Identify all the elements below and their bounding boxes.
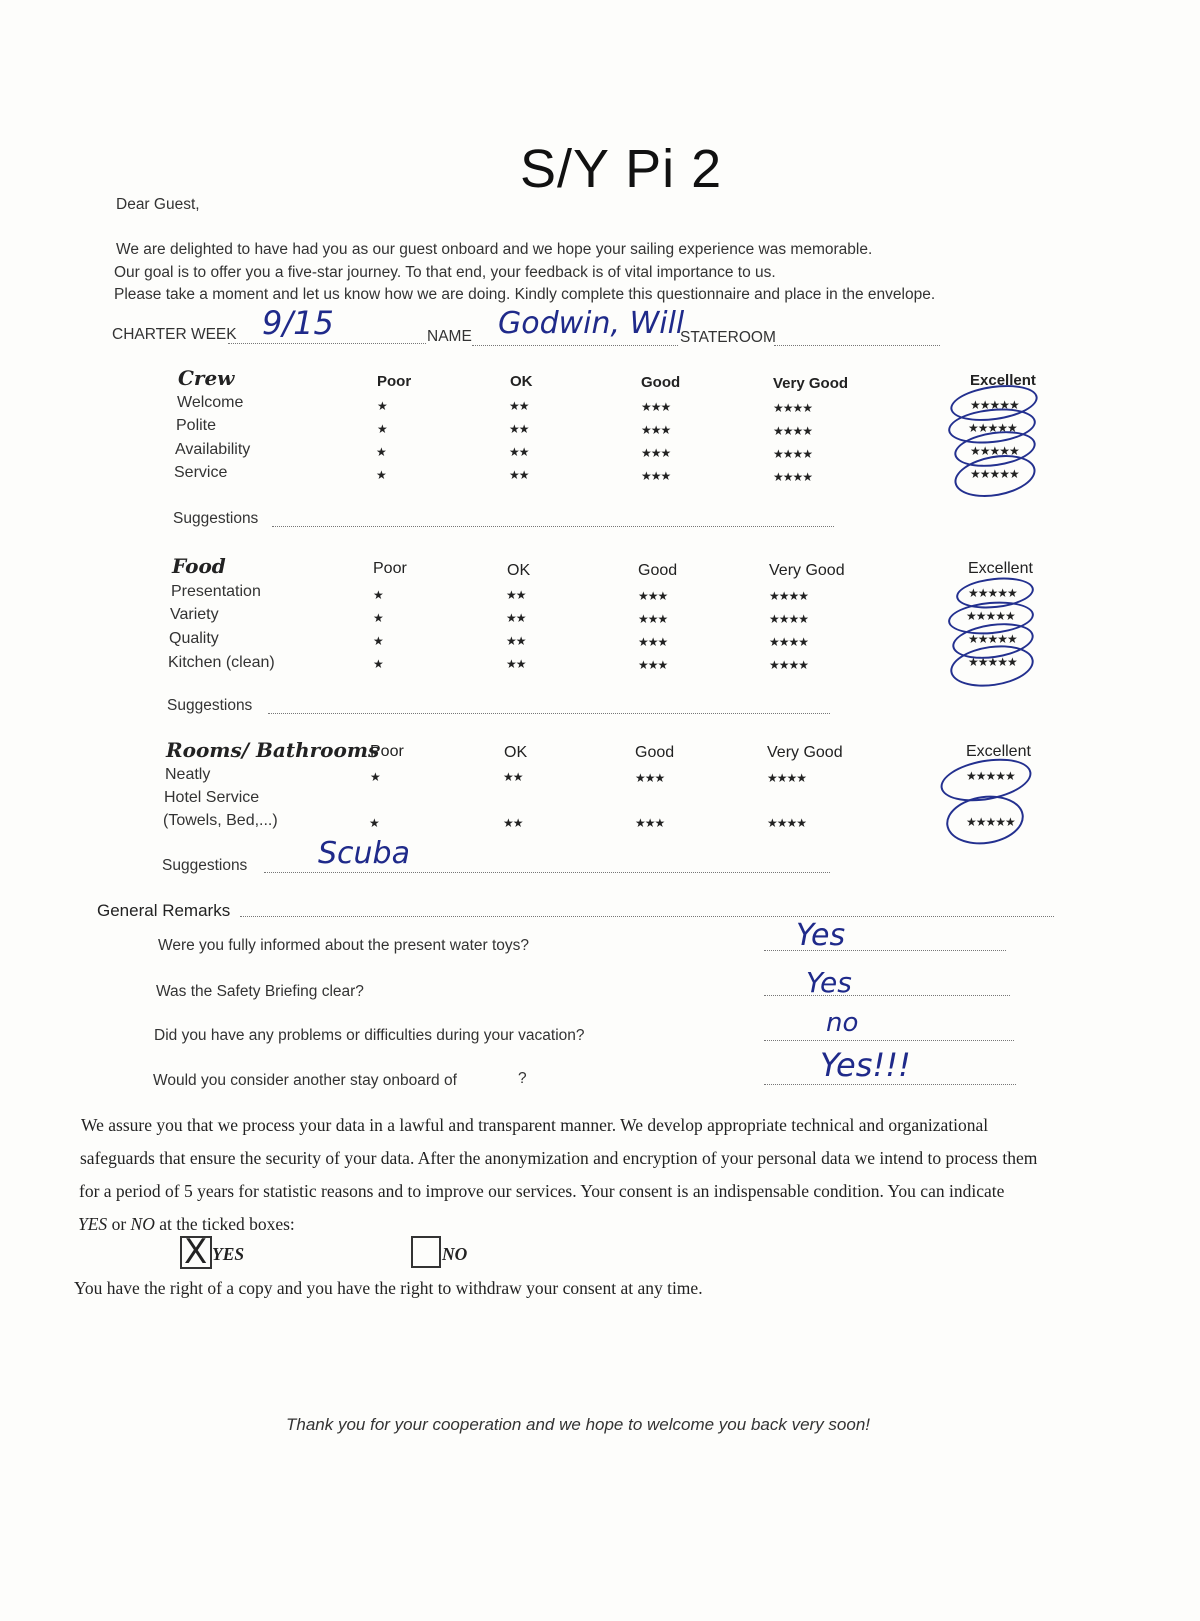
consent-yes-checkbox[interactable] [180, 1232, 212, 1272]
food-section-title: Food [172, 554, 226, 578]
food-header-ok: OK [507, 562, 531, 579]
rating-star[interactable]: ★★★★★ [968, 586, 1017, 600]
rating-star[interactable]: ★★★ [638, 658, 668, 672]
consent-line-2: safeguards that ensure the security of your data. After the anonymization and encryption of your personal data we intend to process them [80, 1148, 1038, 1168]
rooms-suggestions-field[interactable] [264, 872, 830, 873]
crew-header-poor: Poor [377, 373, 412, 390]
rating-star[interactable]: ★★★ [641, 423, 671, 437]
rating-star[interactable]: ★★★★ [769, 612, 809, 626]
rooms-item-neatly: Neatly [165, 766, 211, 783]
rating-star[interactable]: ★★★★ [769, 658, 809, 672]
rooms-suggestions-value[interactable]: Scuba [318, 836, 410, 871]
rating-star[interactable]: ★★ [503, 816, 523, 830]
consent-instruction: at the ticked boxes: [159, 1214, 295, 1234]
rooms-item-towels-bed: (Towels, Bed,...) [163, 812, 278, 829]
consent-line-1: We assure you that we process your data in a lawful and transparent manner. We develop appropriate technical and organizational [81, 1115, 989, 1135]
stateroom-label: STATEROOM [680, 329, 776, 346]
rating-star[interactable]: ★★ [503, 770, 523, 784]
rating-star[interactable]: ★★★★ [767, 771, 807, 785]
rating-star[interactable]: ★★★ [635, 816, 665, 830]
consent-no-checkbox[interactable] [411, 1236, 441, 1268]
food-item-quality: Quality [169, 630, 219, 647]
rooms-item-hotel-service: Hotel Service [164, 789, 260, 806]
rating-star[interactable]: ★★★★ [769, 635, 809, 649]
rating-star[interactable]: ★★ [506, 588, 526, 602]
rooms-header-poor: Poor [370, 743, 404, 760]
rating-star[interactable]: ★ [373, 611, 383, 625]
rating-star[interactable]: ★★★ [641, 446, 671, 460]
rating-star[interactable]: ★ [373, 588, 383, 602]
rating-star[interactable]: ★★★★★ [966, 769, 1015, 783]
greeting: Dear Guest, [116, 196, 200, 213]
rating-star[interactable]: ★★★★★ [970, 467, 1019, 481]
intro-line-2: Our goal is to offer you a five-star journey. To that end, your feedback is of vital importance to us. [114, 264, 776, 281]
rooms-header-good: Good [635, 744, 675, 761]
crew-header-ok: OK [510, 373, 533, 390]
rating-star[interactable]: ★★★★★ [970, 398, 1019, 412]
rating-star[interactable]: ★ [376, 445, 386, 459]
rating-star[interactable]: ★★★ [641, 469, 671, 483]
rating-star[interactable]: ★★★★ [769, 589, 809, 603]
rating-star[interactable]: ★★ [506, 611, 526, 625]
crew-item-service: Service [174, 464, 228, 481]
consent-yes-word: YES [78, 1214, 108, 1234]
crew-header-good: Good [641, 374, 681, 391]
answer-problems[interactable]: no [826, 1008, 859, 1038]
consent-or-word: or [111, 1214, 127, 1234]
rating-star[interactable]: ★★★★★ [968, 632, 1017, 646]
rating-star[interactable]: ★★ [509, 399, 529, 413]
crew-section-title: Crew [178, 366, 235, 390]
rating-star[interactable]: ★★★★ [767, 816, 807, 830]
name-value[interactable]: Godwin, Will [498, 306, 685, 341]
rating-star[interactable]: ★★★★★ [968, 655, 1017, 669]
rating-star[interactable]: ★★★★★ [966, 815, 1015, 829]
document-title: S/Y Pi 2 [520, 139, 723, 199]
rooms-suggestions-label: Suggestions [162, 857, 248, 874]
consent-right-text: You have the right of a copy and you have the right to withdraw your consent at any time. [74, 1278, 703, 1298]
rooms-header-excellent: Excellent [966, 743, 1031, 760]
rating-star[interactable]: ★★★★★ [970, 444, 1019, 458]
food-item-variety: Variety [170, 606, 219, 623]
rooms-header-very-good: Very Good [767, 744, 843, 761]
footer-thanks: Thank you for your cooperation and we hope to welcome you back very soon! [286, 1415, 871, 1434]
consent-line-3: for a period of 5 years for statistic reasons and to improve our services. Your consent is an indispensable condition. You can indicate [79, 1181, 1005, 1201]
rating-star[interactable]: ★★★★ [773, 470, 813, 484]
checkbox-x-mark: X [184, 1232, 208, 1272]
food-suggestions-label: Suggestions [167, 697, 253, 714]
answer-another-stay[interactable]: Yes!!! [820, 1046, 911, 1084]
answer-water-toys[interactable]: Yes [796, 918, 846, 953]
food-item-presentation: Presentation [171, 583, 261, 600]
consent-no-label: NO [442, 1244, 468, 1264]
question-problems: Did you have any problems or difficulties during your vacation? [154, 1027, 585, 1044]
crew-item-polite: Polite [176, 417, 217, 434]
rating-star[interactable]: ★ [373, 634, 383, 648]
general-remarks-field[interactable] [240, 916, 1054, 917]
rating-star[interactable]: ★★★★ [773, 424, 813, 438]
intro-line-1: We are delighted to have had you as our guest onboard and we hope your sailing experience was memorable. [116, 241, 873, 258]
rating-star[interactable]: ★★ [506, 657, 526, 671]
question-safety-briefing: Was the Safety Briefing clear? [156, 983, 364, 1000]
rating-star[interactable]: ★★★★★ [966, 609, 1015, 623]
crew-suggestions-field[interactable] [272, 526, 834, 527]
rating-star[interactable]: ★★★ [638, 589, 668, 603]
rating-star[interactable]: ★★ [509, 445, 529, 459]
crew-item-welcome: Welcome [177, 394, 244, 411]
rating-star[interactable]: ★ [370, 770, 380, 784]
rating-star[interactable]: ★★★★ [773, 447, 813, 461]
crew-item-availability: Availability [175, 441, 251, 458]
question-another-stay-end: ? [518, 1070, 527, 1087]
question-water-toys: Were you fully informed about the present water toys? [158, 937, 530, 954]
rating-star[interactable]: ★ [377, 422, 387, 436]
food-suggestions-field[interactable] [268, 713, 830, 714]
crew-header-very-good: Very Good [773, 375, 849, 392]
food-header-poor: Poor [373, 560, 407, 577]
rating-star[interactable]: ★★★ [638, 635, 668, 649]
rating-star[interactable]: ★ [376, 468, 386, 482]
rating-star[interactable]: ★★★ [638, 612, 668, 626]
rating-star[interactable]: ★★★ [635, 771, 665, 785]
rating-star[interactable]: ★ [369, 816, 379, 830]
food-header-good: Good [638, 562, 678, 579]
charter-week-label: CHARTER WEEK [112, 326, 237, 343]
consent-no-word: NO [130, 1214, 155, 1234]
rating-star[interactable]: ★ [377, 399, 387, 413]
food-item-kitchen: Kitchen (clean) [168, 654, 275, 671]
crew-suggestions-label: Suggestions [173, 510, 259, 527]
rating-star[interactable]: ★ [373, 657, 383, 671]
food-header-very-good: Very Good [769, 562, 845, 579]
name-label: NAME [427, 328, 472, 345]
food-header-excellent: Excellent [968, 560, 1033, 577]
rooms-section-title: Rooms/ Bathrooms [166, 738, 380, 762]
rating-star[interactable]: ★★★ [641, 400, 671, 414]
rating-star[interactable]: ★★ [509, 422, 529, 436]
rooms-header-ok: OK [504, 744, 528, 761]
consent-yes-label: YES [212, 1244, 245, 1264]
question-another-stay: Would you consider another stay onboard of [153, 1072, 457, 1089]
answer-safety-briefing[interactable]: Yes [806, 966, 852, 999]
rating-star[interactable]: ★★★★★ [968, 421, 1017, 435]
crew-header-excellent: Excellent [970, 372, 1036, 389]
charter-week-value[interactable]: 9/15 [262, 304, 334, 342]
rating-star[interactable]: ★★ [509, 468, 529, 482]
rating-star[interactable]: ★★ [506, 634, 526, 648]
rating-star[interactable]: ★★★★ [773, 401, 813, 415]
general-remarks-label: General Remarks [97, 901, 231, 920]
intro-line-3: Please take a moment and let us know how we are doing. Kindly complete this questionnaire and place in the envelope. [114, 286, 936, 303]
